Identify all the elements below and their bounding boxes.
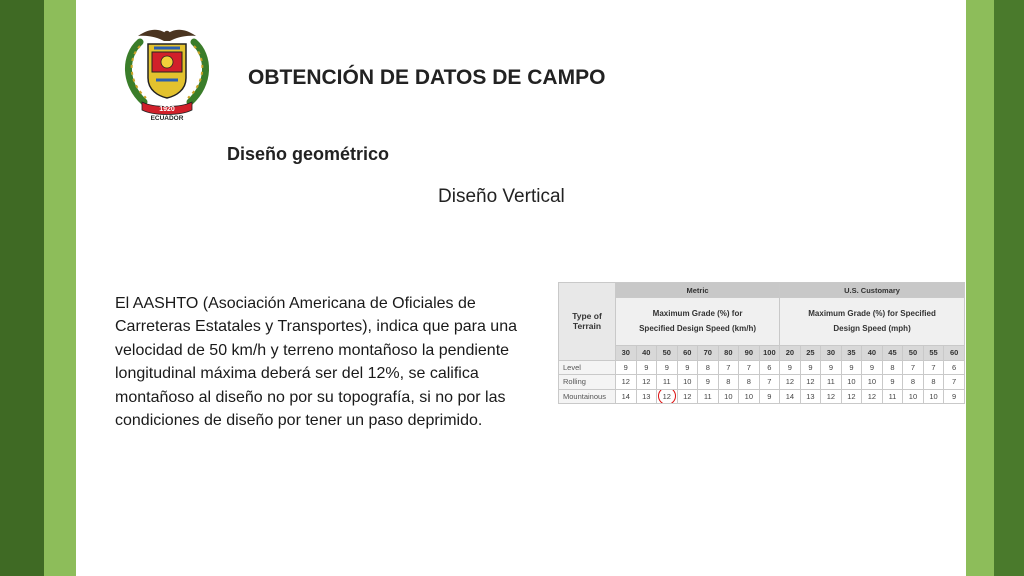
table-group-header-row bbox=[559, 283, 965, 298]
grade-cell: 7 bbox=[923, 360, 944, 374]
grade-cell: 7 bbox=[759, 375, 780, 389]
grade-cell: 10 bbox=[841, 375, 862, 389]
grade-cell: 9 bbox=[657, 360, 678, 374]
grade-cell: 12 bbox=[800, 375, 821, 389]
terrain-label: Mountainous bbox=[559, 389, 616, 403]
grade-cell: 8 bbox=[923, 375, 944, 389]
grade-cell: 14 bbox=[616, 389, 637, 403]
grade-cell: 7 bbox=[718, 360, 739, 374]
grade-cell: 12 bbox=[677, 389, 698, 403]
grade-cell: 9 bbox=[780, 360, 801, 374]
grade-cell: 9 bbox=[841, 360, 862, 374]
speed-cell: 30 bbox=[616, 345, 637, 360]
slide-subtitle: Diseño geométrico bbox=[227, 144, 390, 164]
grade-cell: 10 bbox=[923, 389, 944, 403]
grade-cell: 9 bbox=[636, 360, 657, 374]
grade-cell: 9 bbox=[821, 360, 842, 374]
grade-cell: 6 bbox=[759, 360, 780, 374]
speed-cell: 50 bbox=[903, 345, 924, 360]
grade-cell: 12 bbox=[821, 389, 842, 403]
grade-cell: 8 bbox=[698, 360, 719, 374]
highlighted-grade-cell: 12 bbox=[657, 389, 678, 403]
speed-cell: 70 bbox=[698, 345, 719, 360]
logo-country: ECUADOR bbox=[150, 115, 184, 122]
type-of-terrain-header: Type of Terrain bbox=[559, 283, 616, 361]
table-row bbox=[559, 375, 965, 389]
speed-cell: 100 bbox=[759, 345, 780, 360]
grade-cell: 8 bbox=[739, 375, 760, 389]
grade-cell: 9 bbox=[862, 360, 883, 374]
grade-cell: 12 bbox=[862, 389, 883, 403]
right-light-bar bbox=[966, 0, 994, 576]
grade-cell: 7 bbox=[739, 360, 760, 374]
grade-cell: 8 bbox=[718, 375, 739, 389]
grade-cell: 9 bbox=[616, 360, 637, 374]
grade-cell: 8 bbox=[903, 375, 924, 389]
body-paragraph: El AASHTO (Asociación Americana de Oficiales de Carreteras Estatales y Transportes), indica que para una velocidad de 50 km/h y terreno montañoso la pendiente longitudinal máxima deberá ser del 12%, se califica montañoso al diseño no por su topografía, si no por las condiciones de diseño por tener un paso deprimido. bbox=[115, 295, 517, 430]
grade-cell: 12 bbox=[841, 389, 862, 403]
group-header: Metric bbox=[616, 283, 780, 298]
section-heading: Diseño Vertical bbox=[438, 186, 565, 207]
speed-cell: 40 bbox=[636, 345, 657, 360]
grade-cell: 10 bbox=[903, 389, 924, 403]
grade-cell: 10 bbox=[718, 389, 739, 403]
grade-cell: 9 bbox=[944, 389, 965, 403]
grade-cell: 7 bbox=[903, 360, 924, 374]
speed-cell: 20 bbox=[780, 345, 801, 360]
logo-year: 1920 bbox=[159, 106, 175, 113]
terrain-label: Rolling bbox=[559, 375, 616, 389]
speed-cell: 45 bbox=[882, 345, 903, 360]
speed-cell: 30 bbox=[821, 345, 842, 360]
grade-cell: 10 bbox=[862, 375, 883, 389]
grade-cell: 11 bbox=[657, 375, 678, 389]
speed-cell: 25 bbox=[800, 345, 821, 360]
grade-cell: 9 bbox=[759, 389, 780, 403]
ecuador-coat-of-arms-logo bbox=[118, 22, 216, 122]
terrain-label: Level bbox=[559, 360, 616, 374]
grade-cell: 8 bbox=[882, 360, 903, 374]
speed-cell: 50 bbox=[657, 345, 678, 360]
grade-cell: 11 bbox=[882, 389, 903, 403]
left-light-bar bbox=[44, 0, 76, 576]
grade-cell: 12 bbox=[616, 375, 637, 389]
grade-cell: 12 bbox=[636, 375, 657, 389]
speed-cell: 80 bbox=[718, 345, 739, 360]
aashto-grade-table bbox=[558, 282, 965, 404]
table-row bbox=[559, 360, 965, 374]
slide-title: OBTENCIÓN DE DATOS DE CAMPO bbox=[248, 66, 606, 89]
grade-table bbox=[558, 282, 965, 404]
speed-cell: 40 bbox=[862, 345, 883, 360]
grade-cell: 9 bbox=[698, 375, 719, 389]
table-row bbox=[559, 389, 965, 403]
left-dark-bar bbox=[0, 0, 44, 576]
grade-cell: 6 bbox=[944, 360, 965, 374]
right-dark-bar bbox=[994, 0, 1024, 576]
group-header: U.S. Customary bbox=[780, 283, 965, 298]
group-subheader: Maximum Grade (%) for Specified Design Speed (mph) bbox=[780, 298, 965, 346]
speed-cell: 35 bbox=[841, 345, 862, 360]
speed-cell: 90 bbox=[739, 345, 760, 360]
grade-cell: 13 bbox=[800, 389, 821, 403]
grade-cell: 11 bbox=[698, 389, 719, 403]
speed-cell: 55 bbox=[923, 345, 944, 360]
speed-header-row bbox=[559, 345, 965, 360]
grade-cell: 7 bbox=[944, 375, 965, 389]
table-subheader-row bbox=[559, 298, 965, 346]
group-subheader: Maximum Grade (%) for Specified Design Speed (km/h) bbox=[616, 298, 780, 346]
speed-cell: 60 bbox=[944, 345, 965, 360]
grade-cell: 10 bbox=[739, 389, 760, 403]
grade-cell: 9 bbox=[677, 360, 698, 374]
grade-cell: 11 bbox=[821, 375, 842, 389]
grade-cell: 12 bbox=[780, 375, 801, 389]
grade-cell: 14 bbox=[780, 389, 801, 403]
grade-cell: 13 bbox=[636, 389, 657, 403]
speed-cell: 60 bbox=[677, 345, 698, 360]
grade-cell: 10 bbox=[677, 375, 698, 389]
grade-cell: 9 bbox=[800, 360, 821, 374]
grade-cell: 9 bbox=[882, 375, 903, 389]
